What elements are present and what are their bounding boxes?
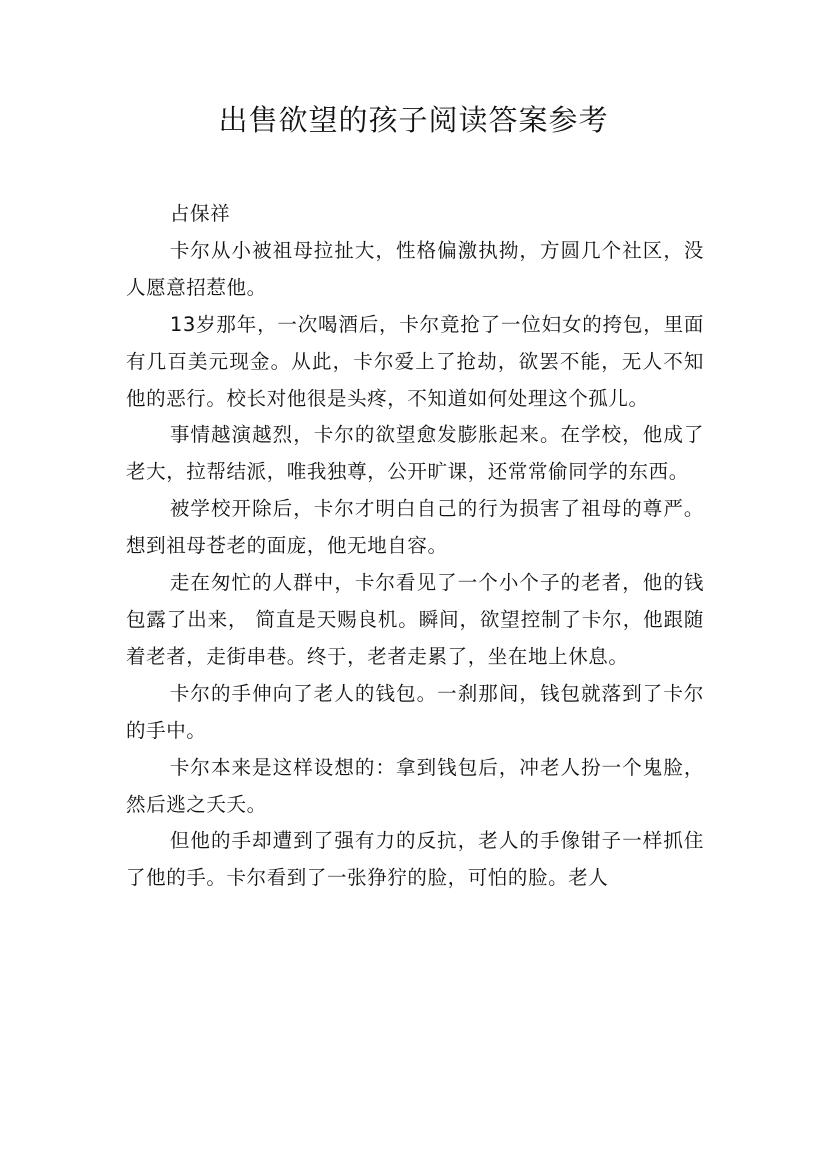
paragraph: 但他的手却遭到了强有力的反抗，老人的手像钳子一样抓住了他的手。卡尔看到了一张狰狞的脸，可怕的脸。老人 xyxy=(126,829,704,890)
paragraph: 事情越演越烈，卡尔的欲望愈发膨胀起来。在学校，他成了老大，拉帮结派，唯我独尊，公开旷课，还常常偷同学的东西。 xyxy=(126,423,704,484)
paragraph: 卡尔从小被祖母拉扯大，性格偏激执拗，方圆几个社区，没人愿意招惹他。 xyxy=(126,238,704,299)
document-title: 出售欲望的孩子阅读答案参考 xyxy=(218,103,609,137)
paragraph: 卡尔的手伸向了老人的钱包。一刹那间，钱包就落到了卡尔的手中。 xyxy=(126,681,704,742)
author-name: 占保祥 xyxy=(169,202,231,225)
paragraph: 卡尔本来是这样设想的：拿到钱包后，冲老人扮一个鬼脸，然后逃之夭夭。 xyxy=(126,755,704,816)
paragraph: 走在匆忙的人群中，卡尔看见了一个小个子的老者，他的钱包露了出来， 简直是天赐良机。瞬间，欲望控制了卡尔，他跟随着老者，走街串巷。终于，老者走累了，坐在地上休息。 xyxy=(126,571,704,668)
paragraph: 被学校开除后，卡尔才明白自己的行为损害了祖母的尊严。想到祖母苍老的面庞，他无地自容。 xyxy=(126,497,704,558)
document-body xyxy=(126,196,704,897)
paragraph: 13岁那年，一次喝酒后，卡尔竟抢了一位妇女的挎包，里面有几百美元现金。从此，卡尔爱上了抢劫，欲罢不能，无人不知他的恶行。校长对他很是头疼，不知道如何处理这个孤儿。 xyxy=(126,312,704,410)
